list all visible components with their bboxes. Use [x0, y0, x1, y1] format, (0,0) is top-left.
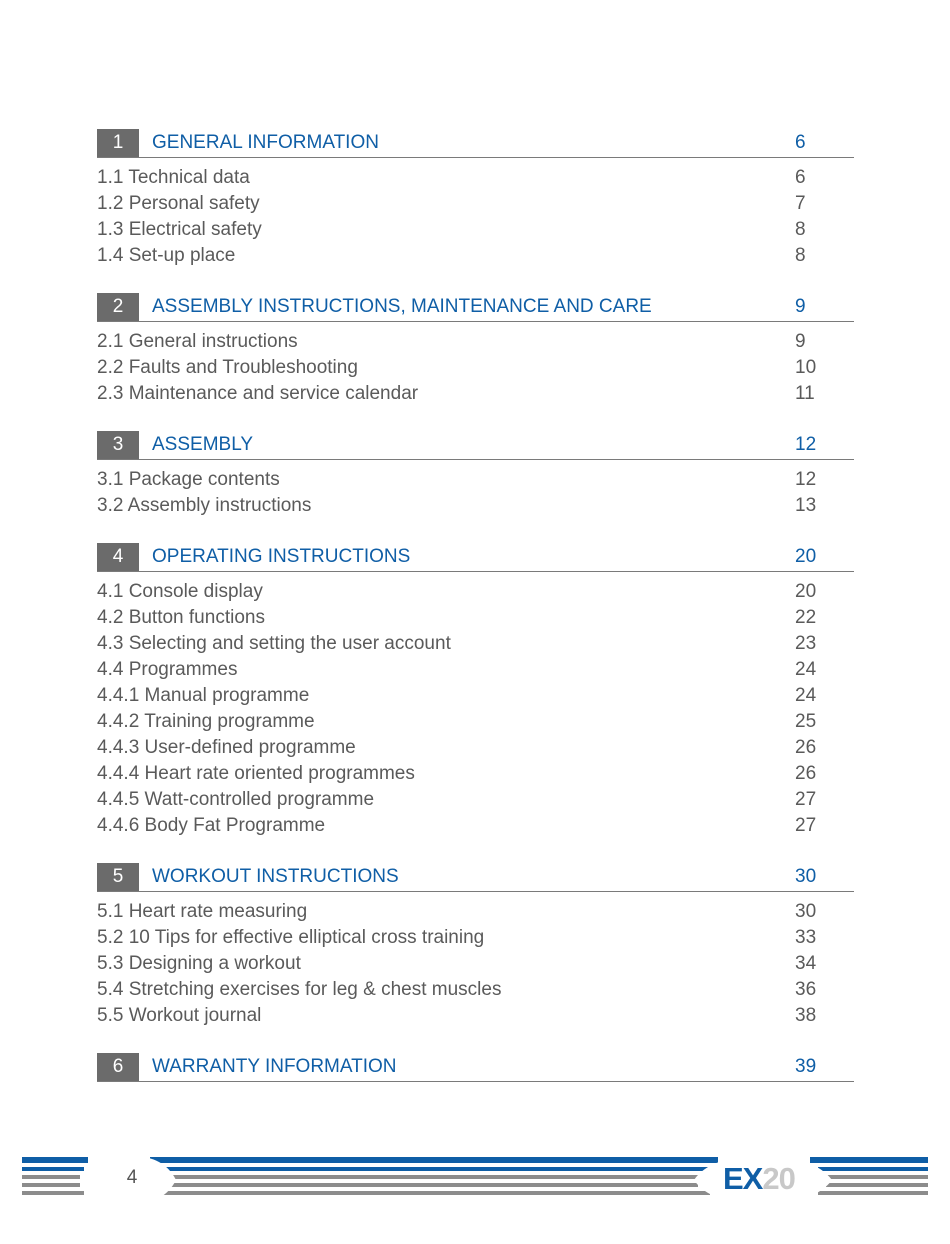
entry-title: 4.4.1 Manual programme [97, 685, 310, 706]
section-page-number: 12 [795, 434, 817, 455]
toc-entry[interactable] [97, 329, 854, 355]
toc-entry[interactable] [97, 1003, 854, 1029]
ex20-logo [723, 1161, 795, 1197]
entry-page-number: 26 [795, 737, 817, 758]
section-header[interactable] [97, 863, 854, 892]
toc-entry[interactable] [97, 761, 854, 787]
section-title: ASSEMBLY [152, 434, 254, 455]
entry-title: 2.1 General instructions [97, 331, 298, 352]
entry-title: 3.2 Assembly instructions [97, 495, 312, 516]
section-page-number: 30 [795, 866, 817, 887]
entry-page-number: 24 [795, 659, 817, 680]
entry-title: 4.4.3 User-defined programme [97, 737, 356, 758]
entry-page-number: 26 [795, 763, 817, 784]
entry-list [97, 158, 854, 269]
entry-page-number: 7 [795, 193, 806, 214]
page-number: 4 [126, 1167, 138, 1188]
toc-section [97, 431, 854, 519]
toc-section [97, 129, 854, 269]
entry-page-number: 24 [795, 685, 817, 706]
entry-title: 4.4 Programmes [97, 659, 238, 680]
section-number-badge: 2 [97, 293, 139, 321]
entry-title: 2.2 Faults and Troubleshooting [97, 357, 358, 378]
entry-title: 1.2 Personal safety [97, 193, 260, 214]
toc-entry[interactable] [97, 579, 854, 605]
section-page-number: 39 [795, 1056, 817, 1077]
section-page-number: 6 [795, 132, 806, 153]
entry-page-number: 38 [795, 1005, 817, 1026]
entry-title: 4.2 Button functions [97, 607, 265, 628]
toc-entry[interactable] [97, 605, 854, 631]
section-title: WARRANTY INFORMATION [152, 1056, 397, 1077]
entry-title: 4.4.4 Heart rate oriented programmes [97, 763, 415, 784]
entry-page-number: 23 [795, 633, 817, 654]
entry-page-number: 27 [795, 789, 817, 810]
toc-section [97, 863, 854, 1029]
entry-title: 5.5 Workout journal [97, 1005, 262, 1026]
entry-title: 4.1 Console display [97, 581, 263, 602]
toc-entry[interactable] [97, 467, 854, 493]
entry-title: 4.4.5 Watt-controlled programme [97, 789, 375, 810]
entry-title: 1.3 Electrical safety [97, 219, 262, 240]
entry-title: 5.3 Designing a workout [97, 953, 301, 974]
entry-title: 2.3 Maintenance and service calendar [97, 383, 419, 404]
toc-entry[interactable] [97, 355, 854, 381]
entry-title: 1.1 Technical data [97, 167, 250, 188]
toc-entry[interactable] [97, 787, 854, 813]
entry-page-number: 34 [795, 953, 817, 974]
section-page-number: 20 [795, 546, 817, 567]
section-header[interactable] [97, 293, 854, 322]
section-header[interactable] [97, 129, 854, 158]
section-number-badge: 5 [97, 863, 139, 891]
toc-entry[interactable] [97, 657, 854, 683]
toc-entry[interactable] [97, 683, 854, 709]
toc-section [97, 1053, 854, 1082]
entry-title: 5.2 10 Tips for effective elliptical cross training [97, 927, 485, 948]
entry-title: 4.4.2 Training programme [97, 711, 315, 732]
entry-page-number: 8 [795, 245, 806, 266]
entry-page-number: 27 [795, 815, 817, 836]
entry-page-number: 22 [795, 607, 817, 628]
toc-entry[interactable] [97, 217, 854, 243]
section-header[interactable] [97, 1053, 854, 1082]
entry-page-number: 36 [795, 979, 817, 1000]
entry-title: 3.1 Package contents [97, 469, 280, 490]
toc-entry[interactable] [97, 709, 854, 735]
section-number-badge: 1 [97, 129, 139, 157]
toc-entry[interactable] [97, 165, 854, 191]
entry-page-number: 25 [795, 711, 817, 732]
table-of-contents [97, 129, 854, 1106]
toc-entry[interactable] [97, 493, 854, 519]
entry-page-number: 13 [795, 495, 817, 516]
toc-section [97, 543, 854, 839]
section-number-badge: 3 [97, 431, 139, 459]
entry-title: 4.3 Selecting and setting the user account [97, 633, 451, 654]
entry-page-number: 33 [795, 927, 817, 948]
toc-entry[interactable] [97, 977, 854, 1003]
section-number-badge: 6 [97, 1053, 139, 1081]
entry-page-number: 8 [795, 219, 806, 240]
toc-entry[interactable] [97, 381, 854, 407]
entry-title: 4.4.6 Body Fat Programme [97, 815, 326, 836]
entry-list [97, 572, 854, 839]
entry-list [97, 322, 854, 407]
toc-entry[interactable] [97, 735, 854, 761]
toc-entry[interactable] [97, 631, 854, 657]
entry-page-number: 30 [795, 901, 817, 922]
entry-list [97, 892, 854, 1029]
section-number-badge: 4 [97, 543, 139, 571]
section-title: WORKOUT INSTRUCTIONS [152, 866, 399, 887]
toc-entry[interactable] [97, 243, 854, 269]
section-header[interactable] [97, 431, 854, 460]
section-title: OPERATING INSTRUCTIONS [152, 546, 411, 567]
entry-page-number: 12 [795, 469, 817, 490]
entry-list [97, 460, 854, 519]
toc-entry[interactable] [97, 191, 854, 217]
entry-page-number: 20 [795, 581, 817, 602]
page-footer [0, 1150, 950, 1210]
toc-entry[interactable] [97, 925, 854, 951]
logo-prefix: EX [723, 1161, 763, 1196]
entry-title: 5.4 Stretching exercises for leg & chest muscles [97, 979, 502, 1000]
logo-suffix: 20 [762, 1161, 795, 1196]
section-title: GENERAL INFORMATION [152, 132, 379, 153]
entry-page-number: 10 [795, 357, 817, 378]
entry-page-number: 11 [795, 383, 815, 404]
entry-title: 5.1 Heart rate measuring [97, 901, 308, 922]
toc-entry[interactable] [97, 813, 854, 839]
toc-section [97, 293, 854, 407]
toc-entry[interactable] [97, 899, 854, 925]
section-page-number: 9 [795, 296, 806, 317]
entry-page-number: 9 [795, 331, 806, 352]
section-title: ASSEMBLY INSTRUCTIONS, MAINTENANCE AND CARE [152, 296, 652, 317]
entry-title: 1.4 Set-up place [97, 245, 236, 266]
entry-page-number: 6 [795, 167, 806, 188]
section-header[interactable] [97, 543, 854, 572]
toc-entry[interactable] [97, 951, 854, 977]
